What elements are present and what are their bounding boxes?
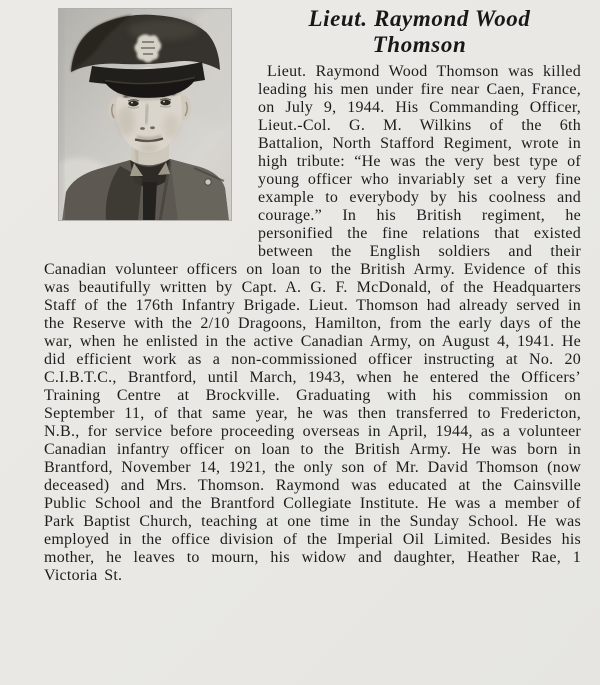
soldier-portrait-photo [58,8,232,221]
soldier-portrait-image [58,8,232,221]
page-title-line2: Thomson [372,32,467,57]
page-title-line1: Lieut. Raymond Wood [308,6,531,31]
obituary-text: Lieut. Raymond Wood Thomson was killed leading his men under fire near Caen, France, on July 9, 1944. His Commanding Officer, Lieut.-Col. G. M. Wilkins of the 6th Battalion, North Stafford Regiment, wrote in high tribute: “He was the very best type of young officer who invariably set a very fine example to everybody by his coolness and courage.” In his British regiment, he personified the fine relations that existed between the English soldiers and their Canadian volunteer officers on loan to the British Army. Evidence of this was beautifully written by Capt. A. G. F. McDonald, of the Headquarters Staff of the 176th Infantry Brigade. Lieut. Thomson had already served in the Reserve with the 2/10 Dragoons, Hamilton, from the early days of the war, when he enlisted in the active Canadian Army, on August 4, 1941. He did efficient work as a non-commissioned officer instructing at No. 20 C.I.B.T.C., Brantford, until March, 1943, when he entered the Officers’ Training Centre at Brockville. Graduating with his commission on September 11, of that same year, he was then transferred to Fredericton, N.B., for service before proceeding overseas in April, 1944, as a volunteer Canadian infantry officer on loan to the British Army. He was born in Brantford, November 14, 1921, the only son of Mr. David Thomson (now deceased) and Mrs. Thomson. Raymond was educated at the Cainsville Public School and the Brantford Collegiate Institute. He was a member of Park Baptist Church, teaching at one time in the Sunday School. He was employed in the office division of the Imperial Oil Limited. Besides his mother, he leaves to mourn, his widow and daughter, Heather Rae, 1 Victoria St. [44,63,581,584]
